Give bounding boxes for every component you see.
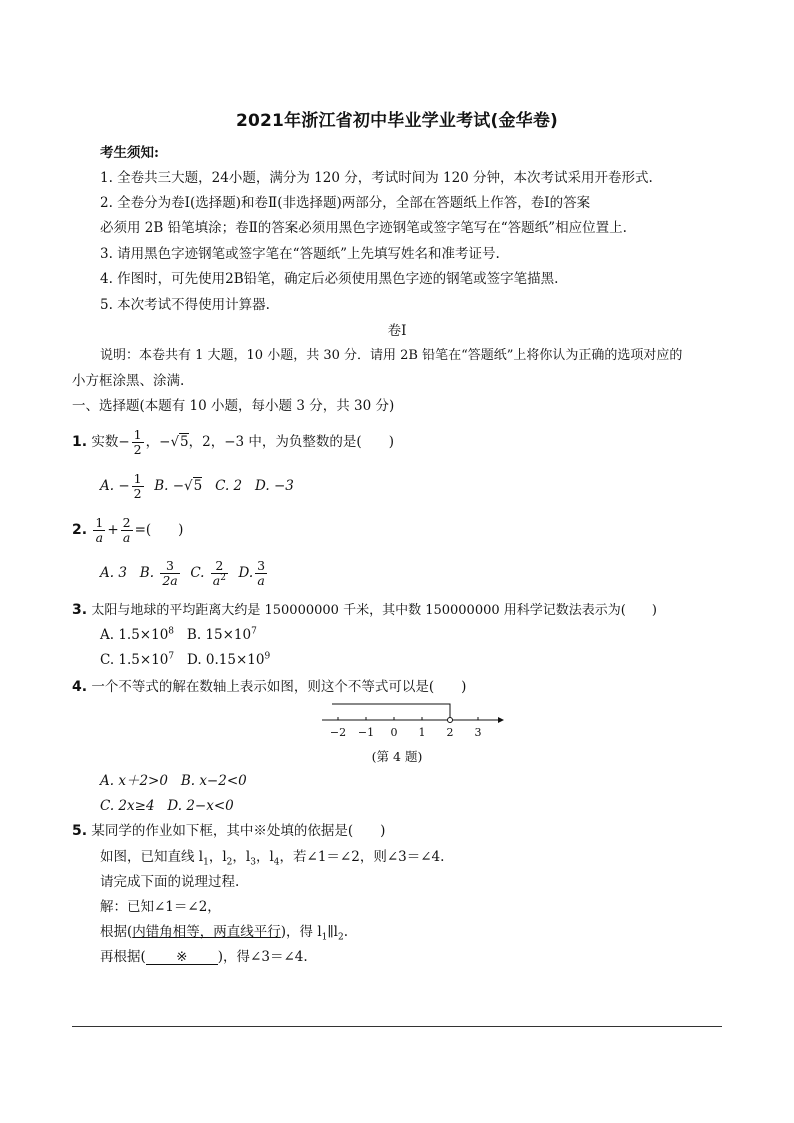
tick-label: −2 (329, 726, 347, 739)
question-5-body-line: 根据(内错角相等，两直线平行)，得 $l_1\parallel l_2$. (100, 924, 348, 943)
question-2: 2. $\frac{1}{a}$ + $\frac{2}{a}$ =( ) (72, 515, 184, 545)
section-desc: 说明：本卷共有 1 大题，10 小题，共 30 分．请用 2B 铅笔在“答题纸”上将你认为正确的选项对应的 (100, 348, 683, 363)
footer-rule (72, 1026, 722, 1027)
arrow-icon (498, 717, 504, 723)
tick-label: 3 (474, 726, 482, 739)
notice-item: 5. 本次考试不得使用计算器. (100, 297, 270, 313)
section-desc-cont: 小方框涂黑、涂满. (72, 373, 185, 389)
question-3: 3. 太阳与地球的平均距离大约是 150000000 千米，其中数 150000000 用科学记数法表示为( ) (72, 602, 657, 618)
question-number: 3. (72, 602, 88, 618)
question-5-body-line: 如图，已知直线 $l_1$，$l_2$，$l_3$，$l_4$，若∠1＝∠2，则∠3＝∠4. (100, 849, 445, 868)
question-5-body-line: 解：已知∠1＝∠2， (100, 899, 221, 915)
notice-item: 2. 全卷分为卷Ⅰ(选择题)和卷Ⅱ(非选择题)两部分，全部在答题纸上作答，卷Ⅰ的答案 (100, 195, 591, 211)
solution-bracket (332, 704, 450, 718)
question-4-options-row1: A. x＋2>0 B. x−2<0 (100, 773, 247, 789)
notice-item: 必须用 2B 铅笔填涂；卷Ⅱ的答案必须用黑色字迹钢笔或签字笔写在“答题纸”相应位置上. (100, 220, 627, 236)
question-3-options-row2: C. $1.5\times 10^7$ D. $0.15\times 10^9$ (100, 651, 271, 668)
open-endpoint (448, 718, 453, 723)
question-number: 1. (72, 434, 88, 450)
page-title: 2021年浙江省初中毕业学业考试(金华卷) (235, 111, 559, 131)
question-1: 1. 实数− $\frac{1}{2}$ ，−√5，2，−3 中，为负整数的是( ) (72, 427, 394, 457)
notice-item: 3. 请用黑色字迹钢笔或签字笔在“答题纸”上先填写姓名和准考证号. (100, 246, 500, 262)
question-5: 5. 某同学的作业如下框，其中※处填的依据是( ) (72, 823, 386, 839)
question-4: 4. 一个不等式的解在数轴上表示如图，则这个不等式可以是( ) (72, 679, 467, 695)
tick-label: 1 (418, 726, 426, 739)
question-2-options: A. 3 B. $\frac{3}{2a}$ C. $\frac{2}{a^2}$ D. $\frac{3}{a}$ (100, 558, 266, 588)
question-number: 2. (72, 522, 88, 538)
question-5-body-line: 再根据( ※ )，得∠3＝∠4. (100, 949, 308, 965)
tick-label: 0 (390, 726, 398, 739)
section-heading: 卷Ⅰ (387, 323, 407, 339)
question-number: 4. (72, 679, 88, 695)
question-5-body-line: 请完成下面的说理过程. (100, 874, 240, 890)
question-4-options-row2: C. 2x≥4 D. 2−x<0 (100, 798, 234, 814)
notice-item: 4. 作图时，可先使用2B铅笔，确定后必须使用黑色字迹的钢笔或签字笔描黑. (100, 271, 559, 287)
number-line-figure (318, 698, 508, 742)
notice-item: 1. 全卷共三大题，24小题，满分为 120 分，考试时间为 120 分钟，本次考试采用开卷形式. (100, 170, 653, 186)
part-title: 一、选择题(本题有 10 小题，每小题 3 分，共 30 分) (72, 398, 395, 414)
question-3-options-row1: A. $1.5\times 10^8$ B. $15\times 10^7$ (100, 626, 257, 643)
question-number: 5. (72, 823, 88, 839)
answer-blank: ※ (146, 950, 218, 965)
notice-heading: 考生须知: (100, 145, 159, 161)
tick-label: 2 (446, 726, 454, 739)
tick-label: −1 (357, 726, 375, 739)
fraction: $\frac{1}{2}$ (133, 427, 142, 457)
question-1-options: A. − $\frac{1}{2}$ B. −√5 C. 2 D. −3 (100, 471, 294, 501)
figure-caption: (第 4 题) (371, 749, 423, 764)
